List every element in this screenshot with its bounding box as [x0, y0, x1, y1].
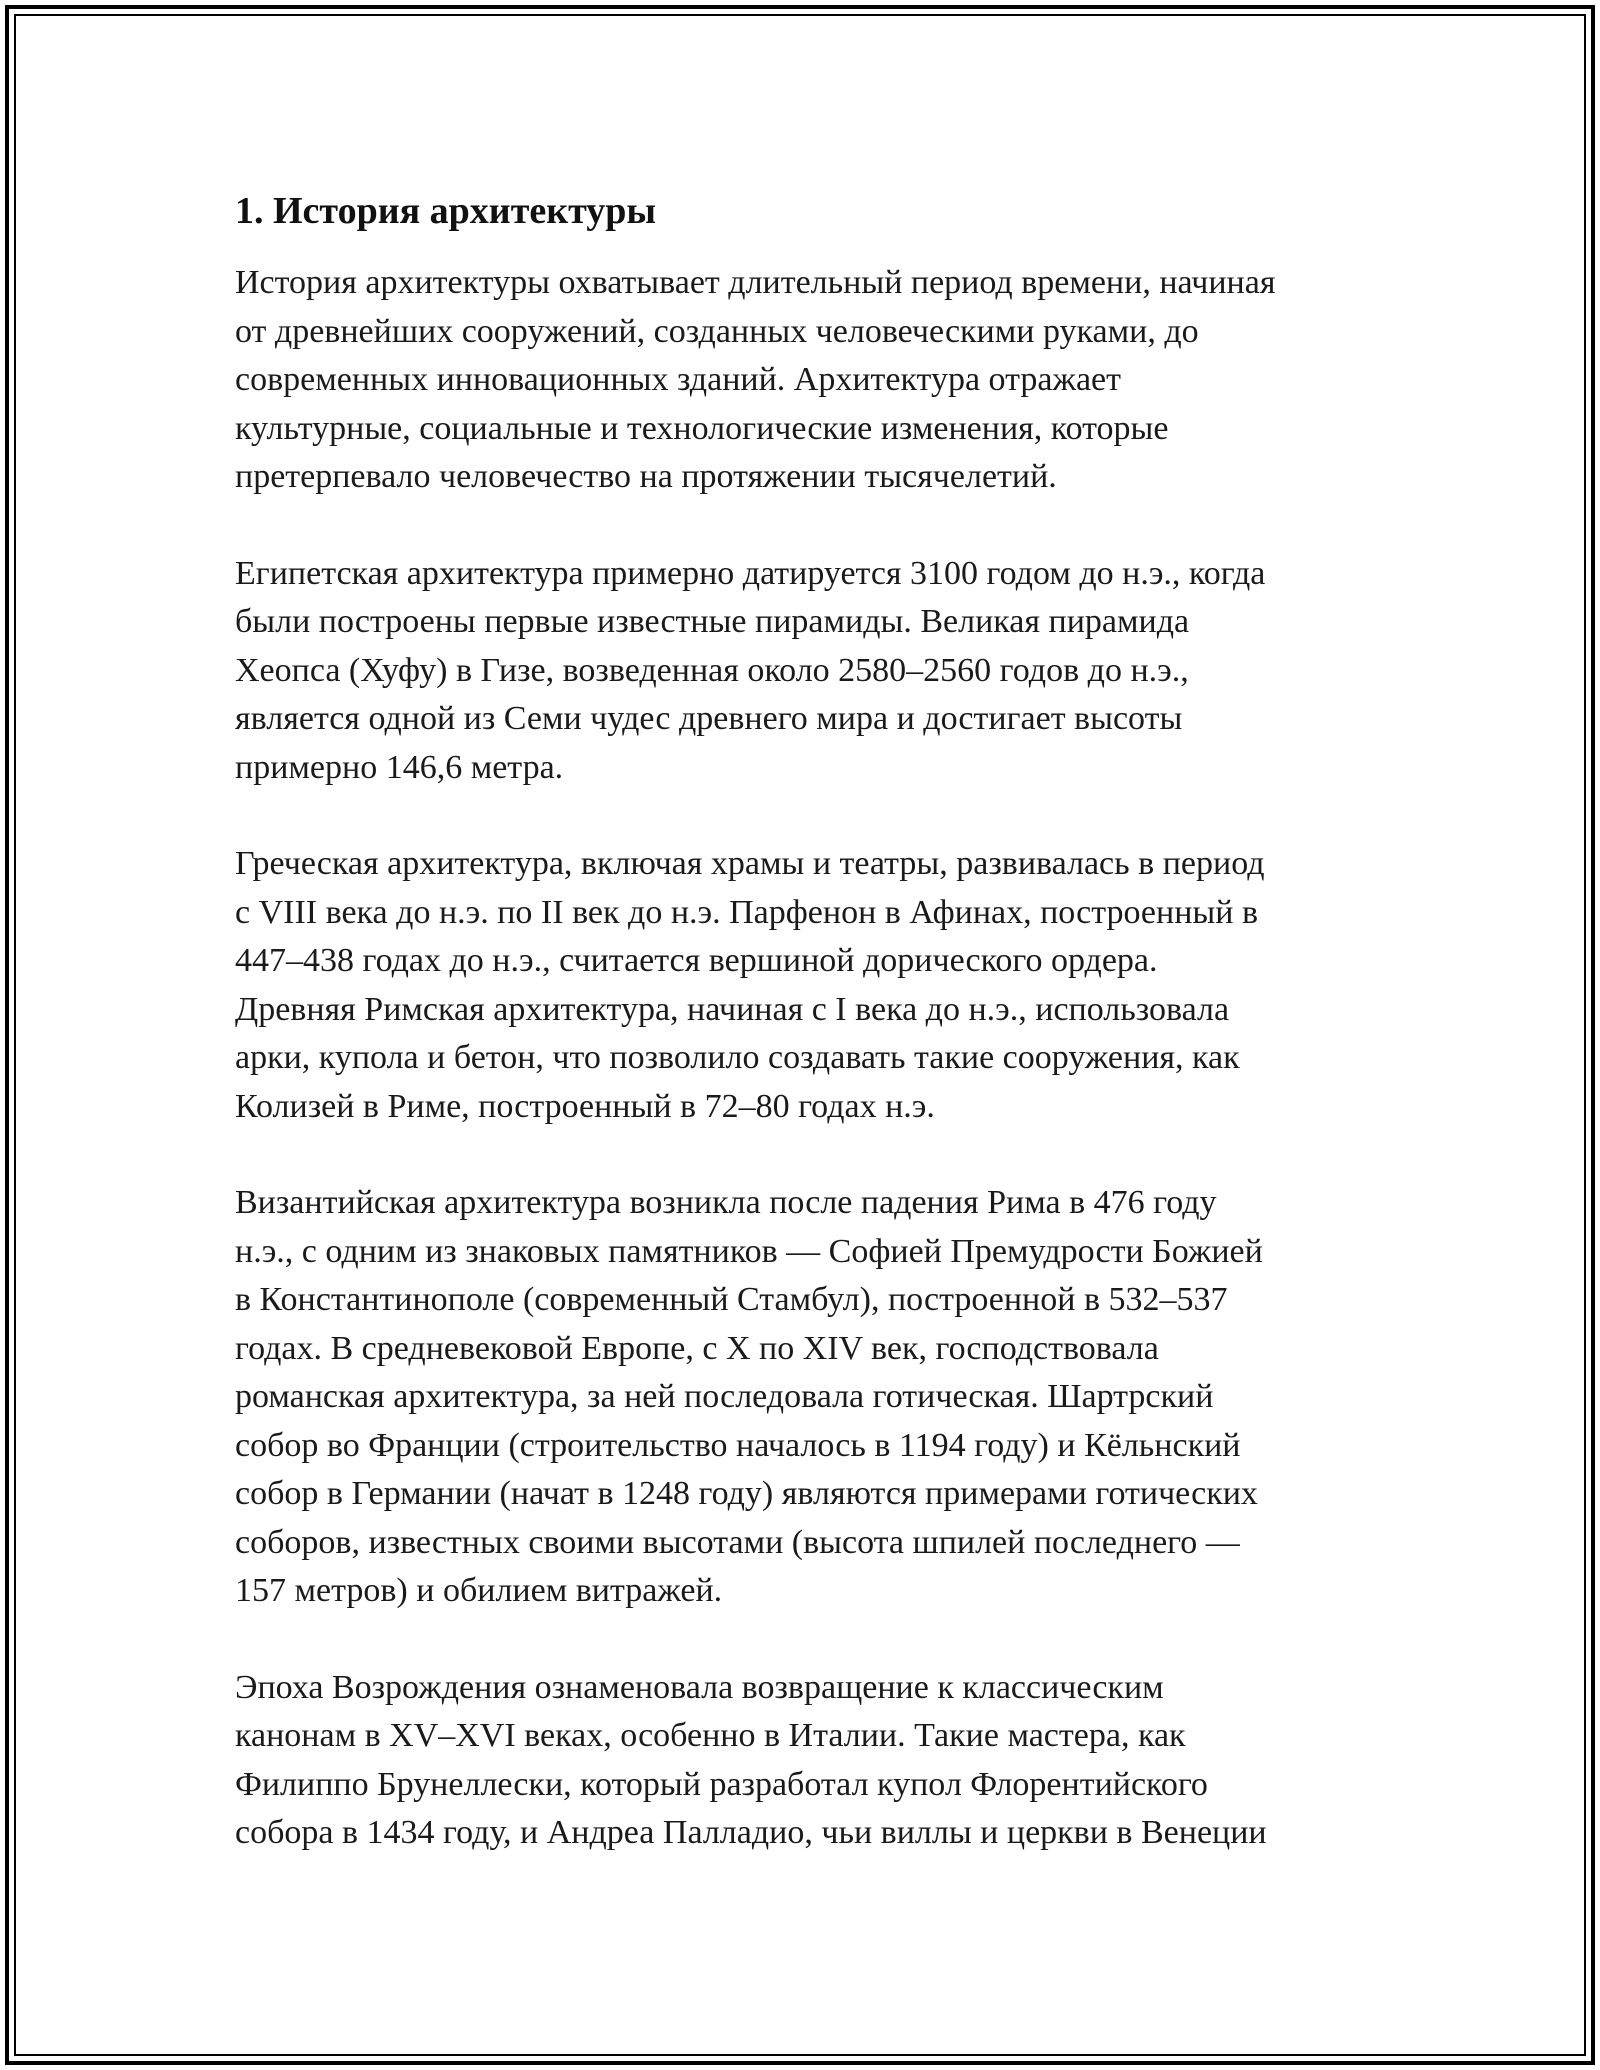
- text-line: н.э., с одним из знаковых памятников — Софией Премудрости Божией: [235, 1232, 1263, 1270]
- text-line: Хеопса (Хуфу) в Гизе, возведенная около 2580–2560 годов до н.э.,: [235, 651, 1189, 689]
- text-line: Филиппо Брунеллески, который разработал купол Флорентийского: [235, 1765, 1208, 1803]
- text-line: История архитектуры охватывает длительный период времени, начиная: [235, 264, 1276, 301]
- paragraph: [235, 550, 1370, 793]
- text-line: современных инновационных зданий. Архитектура отражает: [235, 361, 1121, 398]
- text-line: 447–438 годах до н.э., считается вершиной дорического ордера.: [235, 942, 1158, 979]
- text-line: Эпоха Возрождения ознаменовала возвращение к классическим: [235, 1668, 1164, 1706]
- text-line: Греческая архитектура, включая храмы и театры, развивалась в период: [235, 845, 1265, 882]
- paragraph: [235, 1664, 1370, 1858]
- text-line: от древнейших сооружений, созданных человеческими руками, до: [235, 312, 1199, 350]
- text-line: годах. В средневековой Европе, с X по XIV век, господствовала: [235, 1329, 1159, 1367]
- paragraph: [235, 840, 1370, 1131]
- text-line: культурные, социальные и технологические изменения, которые: [235, 409, 1169, 447]
- text-line: собора в 1434 году, и Андреа Палладио, чьи виллы и церкви в Венеции: [235, 1814, 1267, 1851]
- text-line: претерпевало человечество на протяжении тысячелетий.: [235, 458, 1057, 495]
- paragraph: [235, 1179, 1370, 1616]
- text-line: собор в Германии (начат в 1248 году) являются примерами готических: [235, 1475, 1258, 1512]
- document-body: [235, 185, 1370, 1906]
- text-line: Колизей в Риме, построенный в 72–80 годах н.э.: [235, 1087, 935, 1125]
- paragraph-list: [235, 259, 1370, 1858]
- text-line: примерно 146,6 метра.: [235, 748, 564, 786]
- text-line: канонам в XV–XVI веках, особенно в Италии. Такие мастера, как: [235, 1717, 1186, 1754]
- text-line: собор во Франции (строительство началось в 1194 году) и Кёльнский: [235, 1426, 1241, 1464]
- text-line: является одной из Семи чудес древнего мира и достигает высоты: [235, 700, 1183, 737]
- text-line: соборов, известных своими высотами (высота шпилей последнего —: [235, 1523, 1240, 1561]
- text-line: были построены первые известные пирамиды. Великая пирамида: [235, 603, 1190, 640]
- section-heading: 1. История архитектуры: [235, 190, 657, 232]
- text-line: арки, купола и бетон, что позволило создавать такие сооружения, как: [235, 1039, 1240, 1076]
- text-line: Византийская архитектура возникла после падения Рима в 476 году: [235, 1184, 1217, 1221]
- paragraph: [235, 259, 1370, 502]
- text-line: романская архитектура, за ней последовала готическая. Шартрский: [235, 1378, 1214, 1415]
- text-line: в Константинополе (современный Стамбул), построенной в 532–537: [235, 1281, 1228, 1318]
- text-line: Древняя Римская архитектура, начиная с I века до н.э., использовала: [235, 990, 1230, 1028]
- text-line: Египетская архитектура примерно датируется 3100 годом до н.э., когда: [235, 554, 1266, 592]
- text-line: с VIII века до н.э. по II век до н.э. Парфенон в Афинах, построенный в: [235, 893, 1259, 931]
- text-line: 157 метров) и обилием витражей.: [235, 1572, 723, 1609]
